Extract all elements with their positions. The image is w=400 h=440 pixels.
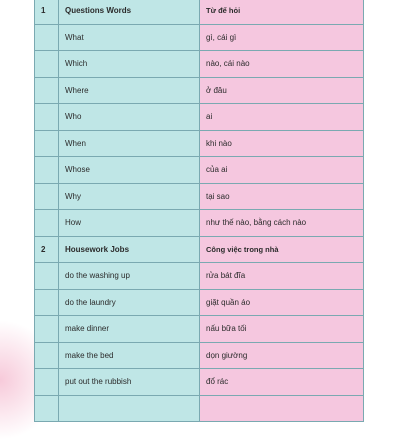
number-cell [35,104,59,131]
table-row [35,316,364,343]
number-cell [35,24,59,51]
section-number: 2 [35,236,59,263]
number-cell [35,289,59,316]
section-title-vi: Công việc trong nhà [200,236,364,263]
number-cell [35,210,59,237]
number-cell [35,395,59,422]
table-row [35,289,364,316]
english-term: make dinner [59,316,200,343]
vietnamese-term: rửa bát đĩa [200,263,364,290]
table-row [35,130,364,157]
english-term: Who [59,104,200,131]
table-row [35,342,364,369]
english-term: How [59,210,200,237]
table-row [35,77,364,104]
table-row [35,395,364,422]
english-term: What [59,24,200,51]
vietnamese-term: ai [200,104,364,131]
table-row [35,104,364,131]
vietnamese-term [200,395,364,422]
english-term: do the laundry [59,289,200,316]
table-row [35,369,364,396]
section-title-en: Housework Jobs [59,236,200,263]
english-term: do the washing up [59,263,200,290]
english-term: Where [59,77,200,104]
vocabulary-table [34,0,364,422]
number-cell [35,342,59,369]
table-row [35,263,364,290]
section-header-row [35,236,364,263]
vietnamese-term: giặt quần áo [200,289,364,316]
vietnamese-term: của ai [200,157,364,184]
english-term: put out the rubbish [59,369,200,396]
vietnamese-term: gì, cái gì [200,24,364,51]
number-cell [35,130,59,157]
vietnamese-term: ở đâu [200,77,364,104]
section-title-en: Questions Words [59,0,200,24]
table-row [35,51,364,78]
vietnamese-term: tại sao [200,183,364,210]
vietnamese-term: nấu bữa tối [200,316,364,343]
vietnamese-term: dọn giường [200,342,364,369]
table-row [35,24,364,51]
number-cell [35,263,59,290]
number-cell [35,369,59,396]
table-row [35,157,364,184]
section-header-row [35,0,364,24]
english-term: Why [59,183,200,210]
section-number: 1 [35,0,59,24]
vietnamese-term: khi nào [200,130,364,157]
english-term: When [59,130,200,157]
english-term: Which [59,51,200,78]
english-term [59,395,200,422]
english-term: make the bed [59,342,200,369]
table-row [35,210,364,237]
vietnamese-term: như thế nào, bằng cách nào [200,210,364,237]
vietnamese-term: nào, cái nào [200,51,364,78]
table-row [35,183,364,210]
number-cell [35,316,59,343]
number-cell [35,51,59,78]
number-cell [35,183,59,210]
english-term: Whose [59,157,200,184]
section-title-vi: Từ để hỏi [200,0,364,24]
number-cell [35,157,59,184]
number-cell [35,77,59,104]
vietnamese-term: đổ rác [200,369,364,396]
